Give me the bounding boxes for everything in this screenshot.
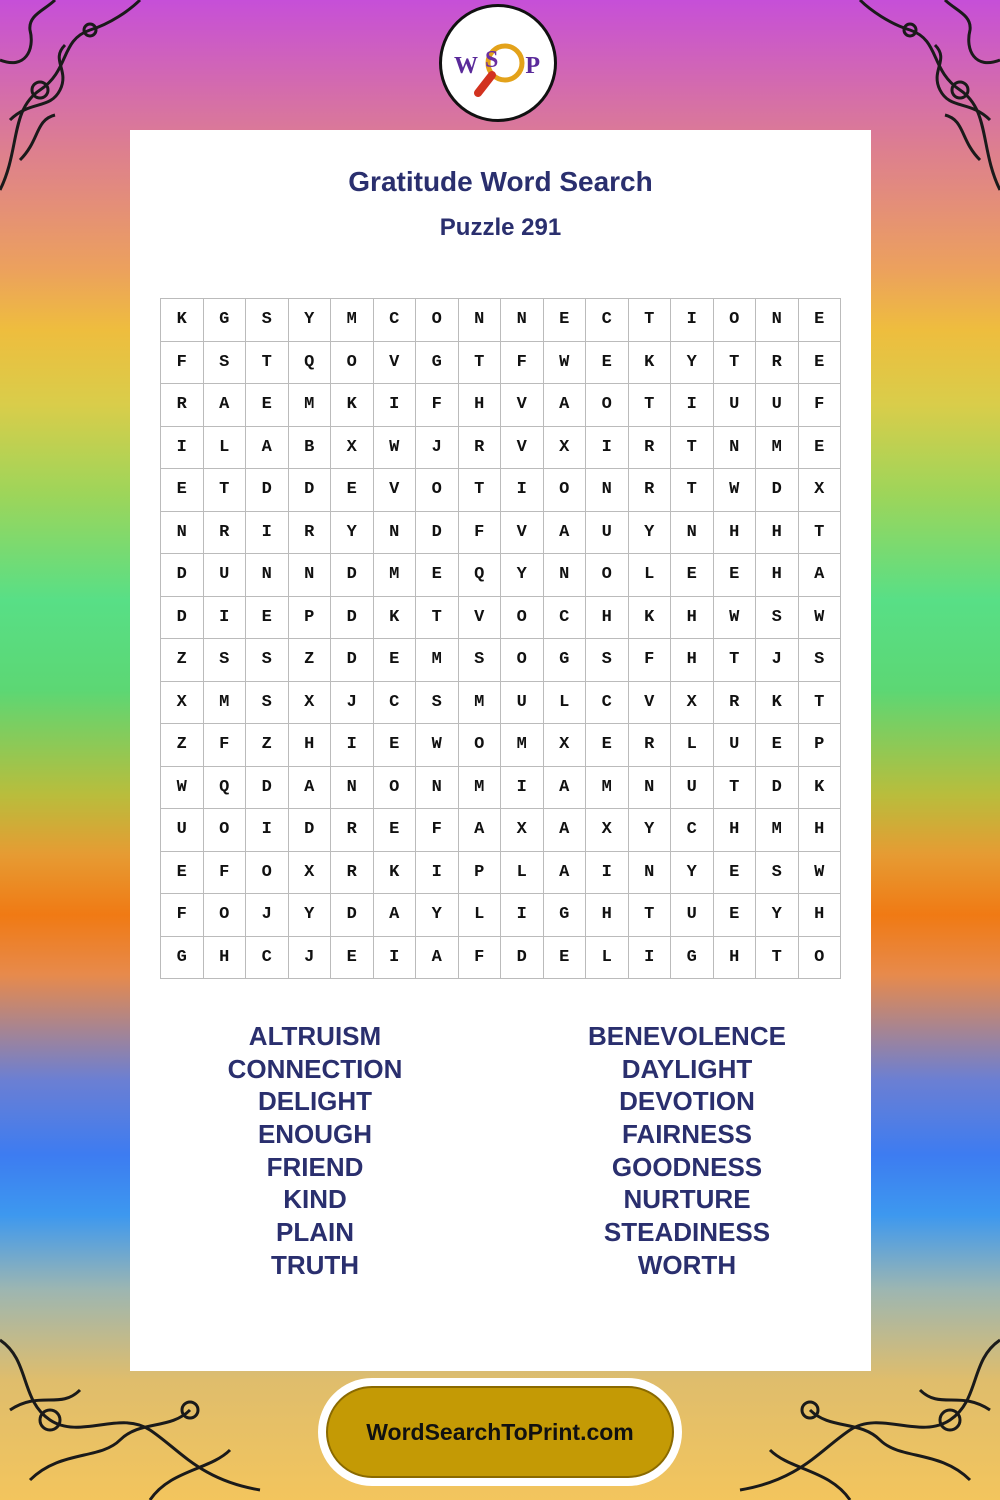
letter-grid	[160, 298, 841, 979]
grid-cell: D	[161, 554, 204, 597]
grid-cell: I	[501, 767, 544, 810]
grid-cell: V	[459, 597, 502, 640]
grid-cell: G	[671, 937, 714, 980]
grid-cell: F	[161, 894, 204, 937]
grid-cell: F	[161, 342, 204, 385]
word-list-item: WORTH	[637, 1249, 737, 1280]
grid-cell: J	[289, 937, 332, 980]
grid-cell: C	[544, 597, 587, 640]
grid-cell: R	[459, 427, 502, 470]
grid-cell: T	[799, 512, 842, 555]
grid-cell: U	[714, 384, 757, 427]
grid-cell: O	[374, 767, 417, 810]
grid-cell: X	[501, 809, 544, 852]
grid-cell: N	[714, 427, 757, 470]
grid-cell: S	[799, 639, 842, 682]
grid-cell: N	[289, 554, 332, 597]
grid-cell: V	[501, 427, 544, 470]
grid-cell: R	[629, 427, 672, 470]
grid-cell: E	[714, 554, 757, 597]
grid-cell: C	[671, 809, 714, 852]
grid-cell: N	[629, 852, 672, 895]
grid-cell: E	[374, 724, 417, 767]
grid-cell: D	[416, 512, 459, 555]
grid-cell: R	[629, 724, 672, 767]
grid-cell: M	[374, 554, 417, 597]
grid-cell: T	[246, 342, 289, 385]
grid-cell: Y	[629, 809, 672, 852]
grid-cell: W	[374, 427, 417, 470]
grid-cell: Q	[289, 342, 332, 385]
grid-cell: T	[459, 469, 502, 512]
grid-cell: Y	[289, 894, 332, 937]
grid-cell: T	[629, 384, 672, 427]
grid-cell: D	[331, 639, 374, 682]
grid-cell: E	[671, 554, 714, 597]
grid-cell: L	[586, 937, 629, 980]
grid-cell: V	[374, 469, 417, 512]
grid-cell: E	[799, 342, 842, 385]
grid-cell: Y	[331, 512, 374, 555]
grid-cell: T	[799, 682, 842, 725]
grid-cell: I	[374, 384, 417, 427]
grid-cell: E	[416, 554, 459, 597]
grid-cell: E	[714, 852, 757, 895]
word-list-item: BENEVOLENCE	[588, 1021, 786, 1051]
word-list-item: ALTRUISM	[248, 1021, 382, 1051]
grid-cell: F	[459, 512, 502, 555]
grid-cell: X	[544, 427, 587, 470]
grid-cell: E	[586, 342, 629, 385]
word-list-item: CONNECTION	[227, 1053, 403, 1084]
grid-cell: M	[756, 427, 799, 470]
grid-cell: A	[544, 767, 587, 810]
grid-cell: W	[714, 597, 757, 640]
grid-cell: J	[331, 682, 374, 725]
grid-cell: I	[204, 597, 247, 640]
grid-cell: V	[629, 682, 672, 725]
grid-cell: G	[544, 639, 587, 682]
grid-cell: L	[204, 427, 247, 470]
grid-cell: J	[246, 894, 289, 937]
grid-cell: N	[501, 299, 544, 342]
grid-cell: H	[671, 597, 714, 640]
grid-cell: U	[501, 682, 544, 725]
grid-cell: N	[671, 512, 714, 555]
grid-cell: E	[799, 427, 842, 470]
grid-cell: D	[501, 937, 544, 980]
grid-cell: Z	[161, 639, 204, 682]
grid-cell: F	[459, 937, 502, 980]
grid-cell: A	[374, 894, 417, 937]
word-list-item: FAIRNESS	[621, 1119, 753, 1150]
grid-cell: E	[374, 809, 417, 852]
grid-cell: S	[586, 639, 629, 682]
grid-cell: A	[544, 384, 587, 427]
grid-cell: M	[416, 639, 459, 682]
grid-cell: D	[331, 894, 374, 937]
grid-cell: Q	[204, 767, 247, 810]
word-list-item: GOODNESS	[611, 1151, 763, 1182]
puzzle-number: Puzzle 291	[439, 214, 562, 241]
grid-cell: L	[629, 554, 672, 597]
grid-cell: N	[374, 512, 417, 555]
grid-cell: N	[459, 299, 502, 342]
grid-cell: D	[246, 469, 289, 512]
grid-cell: C	[586, 682, 629, 725]
grid-cell: O	[501, 597, 544, 640]
grid-cell: F	[204, 852, 247, 895]
grid-cell: F	[501, 342, 544, 385]
grid-cell: K	[629, 342, 672, 385]
grid-cell: W	[714, 469, 757, 512]
grid-cell: I	[501, 469, 544, 512]
grid-cell: T	[629, 894, 672, 937]
site-link-button[interactable]: WordSearchToPrint.com	[326, 1386, 674, 1478]
grid-cell: R	[714, 682, 757, 725]
grid-cell: T	[204, 469, 247, 512]
grid-cell: M	[331, 299, 374, 342]
grid-cell: N	[416, 767, 459, 810]
grid-cell: H	[586, 597, 629, 640]
grid-cell: N	[331, 767, 374, 810]
grid-cell: D	[289, 469, 332, 512]
grid-cell: K	[374, 597, 417, 640]
grid-cell: Q	[459, 554, 502, 597]
word-list-item: NURTURE	[623, 1184, 751, 1215]
grid-cell: A	[799, 554, 842, 597]
grid-cell: D	[756, 469, 799, 512]
grid-cell: O	[714, 299, 757, 342]
grid-cell: H	[756, 554, 799, 597]
grid-cell: H	[671, 639, 714, 682]
grid-cell: G	[416, 342, 459, 385]
grid-cell: I	[331, 724, 374, 767]
grid-cell: M	[756, 809, 799, 852]
ornament-top-right	[850, 0, 1000, 200]
grid-cell: S	[204, 639, 247, 682]
grid-cell: D	[289, 809, 332, 852]
grid-cell: K	[331, 384, 374, 427]
grid-cell: S	[416, 682, 459, 725]
grid-cell: O	[501, 639, 544, 682]
logo-letter-w: W	[454, 53, 478, 79]
word-list-item: DELIGHT	[257, 1086, 373, 1117]
grid-cell: R	[629, 469, 672, 512]
grid-cell: U	[586, 512, 629, 555]
grid-cell: Y	[671, 852, 714, 895]
grid-cell: H	[289, 724, 332, 767]
grid-cell: T	[714, 342, 757, 385]
grid-cell: E	[161, 469, 204, 512]
grid-cell: O	[204, 809, 247, 852]
grid-cell: G	[544, 894, 587, 937]
grid-cell: E	[586, 724, 629, 767]
grid-cell: T	[459, 342, 502, 385]
grid-cell: C	[586, 299, 629, 342]
grid-cell: N	[161, 512, 204, 555]
grid-cell: I	[671, 384, 714, 427]
grid-cell: Z	[161, 724, 204, 767]
grid-cell: T	[756, 937, 799, 980]
grid-cell: I	[586, 427, 629, 470]
grid-cell: M	[501, 724, 544, 767]
logo-letter-p: P	[525, 53, 540, 79]
grid-cell: X	[586, 809, 629, 852]
grid-cell: V	[374, 342, 417, 385]
grid-cell: N	[586, 469, 629, 512]
footer-pill	[318, 1378, 682, 1486]
grid-cell: K	[374, 852, 417, 895]
grid-cell: A	[204, 384, 247, 427]
grid-cell: G	[161, 937, 204, 980]
grid-cell: E	[714, 894, 757, 937]
grid-cell: E	[799, 299, 842, 342]
grid-cell: I	[501, 894, 544, 937]
grid-cell: O	[586, 384, 629, 427]
grid-cell: U	[161, 809, 204, 852]
grid-cell: O	[586, 554, 629, 597]
grid-cell: Y	[289, 299, 332, 342]
grid-cell: A	[289, 767, 332, 810]
grid-cell: M	[204, 682, 247, 725]
grid-cell: D	[331, 554, 374, 597]
grid-cell: F	[416, 809, 459, 852]
grid-cell: L	[501, 852, 544, 895]
grid-cell: X	[289, 682, 332, 725]
grid-cell: H	[714, 512, 757, 555]
grid-cell: S	[246, 639, 289, 682]
grid-cell: O	[416, 299, 459, 342]
grid-cell: O	[416, 469, 459, 512]
grid-cell: I	[416, 852, 459, 895]
word-list-left	[130, 1020, 500, 1282]
grid-cell: D	[246, 767, 289, 810]
grid-cell: C	[374, 299, 417, 342]
grid-cell: B	[289, 427, 332, 470]
grid-cell: V	[501, 512, 544, 555]
grid-cell: I	[629, 937, 672, 980]
grid-cell: T	[671, 427, 714, 470]
grid-cell: L	[671, 724, 714, 767]
grid-cell: M	[289, 384, 332, 427]
grid-cell: R	[756, 342, 799, 385]
grid-cell: S	[459, 639, 502, 682]
grid-cell: I	[161, 427, 204, 470]
grid-cell: A	[544, 852, 587, 895]
grid-cell: R	[331, 852, 374, 895]
grid-cell: E	[246, 384, 289, 427]
word-list-item: DEVOTION	[619, 1086, 755, 1117]
grid-cell: S	[756, 597, 799, 640]
grid-cell: K	[161, 299, 204, 342]
grid-cell: D	[161, 597, 204, 640]
grid-cell: E	[246, 597, 289, 640]
grid-cell: X	[331, 427, 374, 470]
grid-cell: N	[544, 554, 587, 597]
grid-cell: S	[246, 682, 289, 725]
word-list-right	[502, 1020, 872, 1282]
grid-cell: M	[586, 767, 629, 810]
grid-cell: A	[246, 427, 289, 470]
word-list-item: STEADINESS	[603, 1217, 771, 1248]
grid-cell: I	[374, 937, 417, 980]
grid-cell: W	[799, 597, 842, 640]
grid-cell: X	[799, 469, 842, 512]
grid-cell: V	[501, 384, 544, 427]
grid-cell: I	[671, 299, 714, 342]
grid-cell: R	[204, 512, 247, 555]
grid-cell: J	[756, 639, 799, 682]
grid-cell: T	[416, 597, 459, 640]
grid-cell: I	[246, 809, 289, 852]
grid-cell: Z	[289, 639, 332, 682]
ornament-top-left	[0, 0, 150, 200]
grid-cell: H	[756, 512, 799, 555]
grid-cell: S	[204, 342, 247, 385]
grid-cell: M	[459, 767, 502, 810]
word-list-item: DAYLIGHT	[621, 1053, 753, 1084]
word-list-item: KIND	[283, 1184, 347, 1215]
grid-cell: U	[671, 894, 714, 937]
grid-cell: T	[629, 299, 672, 342]
grid-cell: R	[331, 809, 374, 852]
grid-cell: E	[331, 937, 374, 980]
grid-cell: G	[204, 299, 247, 342]
grid-cell: W	[799, 852, 842, 895]
grid-cell: T	[714, 767, 757, 810]
grid-cell: X	[289, 852, 332, 895]
grid-cell: E	[374, 639, 417, 682]
grid-cell: E	[331, 469, 374, 512]
grid-cell: A	[416, 937, 459, 980]
grid-cell: Y	[671, 342, 714, 385]
grid-cell: H	[586, 894, 629, 937]
grid-cell: K	[799, 767, 842, 810]
grid-cell: C	[374, 682, 417, 725]
logo-letter-s: S	[485, 47, 499, 73]
grid-cell: W	[544, 342, 587, 385]
grid-cell: M	[459, 682, 502, 725]
grid-cell: W	[161, 767, 204, 810]
grid-cell: S	[756, 852, 799, 895]
grid-cell: X	[671, 682, 714, 725]
grid-cell: A	[544, 512, 587, 555]
grid-cell: H	[714, 937, 757, 980]
grid-cell: O	[204, 894, 247, 937]
grid-cell: E	[544, 937, 587, 980]
grid-cell: P	[289, 597, 332, 640]
grid-cell: K	[756, 682, 799, 725]
grid-cell: A	[544, 809, 587, 852]
grid-cell: U	[714, 724, 757, 767]
grid-cell: Y	[416, 894, 459, 937]
word-list-item: TRUTH	[270, 1249, 360, 1280]
grid-cell: S	[246, 299, 289, 342]
grid-cell: O	[544, 469, 587, 512]
grid-cell: U	[756, 384, 799, 427]
grid-cell: D	[331, 597, 374, 640]
grid-cell: X	[161, 682, 204, 725]
grid-cell: T	[671, 469, 714, 512]
grid-cell: N	[756, 299, 799, 342]
grid-cell: K	[629, 597, 672, 640]
grid-cell: N	[629, 767, 672, 810]
grid-cell: Y	[756, 894, 799, 937]
grid-cell: F	[204, 724, 247, 767]
word-list-item: FRIEND	[266, 1151, 364, 1182]
grid-cell: F	[629, 639, 672, 682]
grid-cell: F	[799, 384, 842, 427]
grid-cell: H	[799, 894, 842, 937]
grid-cell: E	[161, 852, 204, 895]
grid-cell: I	[246, 512, 289, 555]
grid-cell: J	[416, 427, 459, 470]
grid-cell: A	[459, 809, 502, 852]
grid-cell: X	[544, 724, 587, 767]
grid-cell: R	[289, 512, 332, 555]
word-list-item: ENOUGH	[257, 1119, 373, 1150]
grid-cell: W	[416, 724, 459, 767]
wsp-logo	[439, 4, 557, 122]
grid-cell: O	[246, 852, 289, 895]
grid-cell: U	[671, 767, 714, 810]
grid-cell: N	[246, 554, 289, 597]
grid-cell: R	[161, 384, 204, 427]
grid-cell: D	[756, 767, 799, 810]
grid-cell: E	[756, 724, 799, 767]
word-list-item: PLAIN	[276, 1217, 354, 1248]
grid-cell: T	[714, 639, 757, 682]
grid-cell: F	[416, 384, 459, 427]
grid-cell: Y	[629, 512, 672, 555]
grid-cell: L	[459, 894, 502, 937]
grid-cell: I	[586, 852, 629, 895]
grid-cell: H	[714, 809, 757, 852]
grid-cell: Z	[246, 724, 289, 767]
grid-cell: O	[459, 724, 502, 767]
grid-cell: H	[799, 809, 842, 852]
grid-cell: L	[544, 682, 587, 725]
page-title: Gratitude Word Search	[348, 166, 653, 197]
grid-cell: U	[204, 554, 247, 597]
grid-cell: Y	[501, 554, 544, 597]
grid-cell: H	[459, 384, 502, 427]
grid-cell: O	[331, 342, 374, 385]
puzzle-sheet	[130, 130, 871, 1371]
grid-cell: P	[459, 852, 502, 895]
grid-cell: E	[544, 299, 587, 342]
grid-cell: H	[204, 937, 247, 980]
grid-cell: O	[799, 937, 842, 980]
grid-cell: P	[799, 724, 842, 767]
grid-cell: C	[246, 937, 289, 980]
